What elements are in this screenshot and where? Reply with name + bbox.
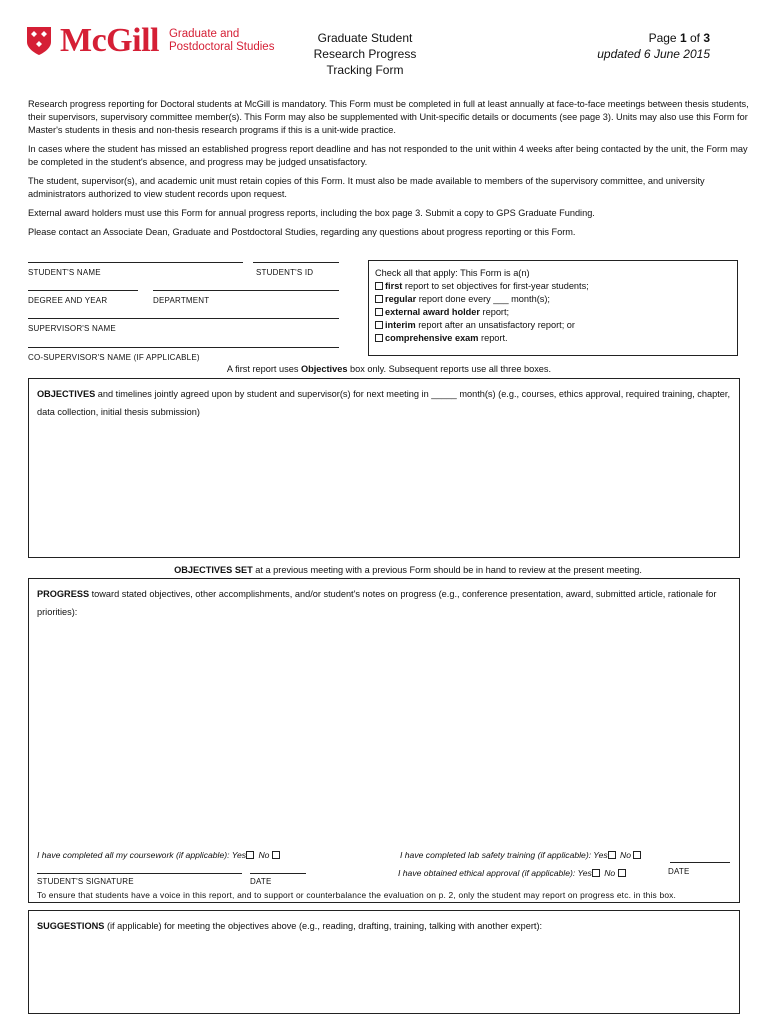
co-supervisor-label: CO-SUPERVISOR'S NAME (IF APPLICABLE) bbox=[28, 353, 200, 362]
student-voice-note: To ensure that students have a voice in this report, and to support or counterbalance the evaluation on p. 2, only the student may report on progress etc. in this box. bbox=[37, 890, 677, 900]
ethics-question: I have obtained ethical approval (if applicable): Yes No bbox=[398, 868, 628, 878]
no-checkbox[interactable] bbox=[618, 869, 626, 877]
checkbox[interactable] bbox=[375, 308, 383, 316]
report-type-first[interactable]: first report to set objectives for first-year students; bbox=[375, 280, 731, 293]
department-label: DEPARTMENT bbox=[153, 296, 210, 305]
report-type-heading: Check all that apply: This Form is a(n) bbox=[375, 268, 530, 278]
logo-subtitle: Graduate and Postdoctoral Studies bbox=[168, 28, 275, 53]
objectives-box[interactable]: OBJECTIVES and timelines jointly agreed upon by student and supervisor(s) for next meeting in _____ month(s) (e.g., courses, ethics approval, required training, chapter, data collection, initial thesis submission) bbox=[28, 378, 740, 558]
checkbox[interactable] bbox=[375, 321, 383, 329]
supervisor-label: SUPERVISOR'S NAME bbox=[28, 324, 116, 333]
student-signature-field[interactable] bbox=[37, 873, 242, 874]
yes-checkbox[interactable] bbox=[592, 869, 600, 877]
report-type-external[interactable]: external award holder report; bbox=[375, 306, 731, 319]
lab-date-field[interactable] bbox=[670, 862, 730, 863]
updated-date: updated 6 June 2015 bbox=[597, 47, 710, 61]
degree-year-field[interactable] bbox=[28, 290, 138, 291]
student-name-field[interactable] bbox=[28, 262, 243, 263]
signature-date-field[interactable] bbox=[250, 873, 306, 874]
student-signature-label: STUDENT'S SIGNATURE bbox=[37, 877, 134, 886]
page-number: Page 1 of 3 bbox=[648, 31, 710, 45]
suggestions-box[interactable]: SUGGESTIONS (if applicable) for meeting the objectives above (e.g., reading, drafting, training, talking with another expert): bbox=[28, 910, 740, 1014]
page-info bbox=[597, 30, 710, 62]
first-report-note: A first report uses Objectives box only. Subsequent reports use all three boxes. bbox=[226, 364, 552, 374]
intro-paragraph: External award holders must use this Form for annual progress reports, including the box page 3. Submit a copy to GPS Graduate Funding. bbox=[28, 208, 595, 218]
coursework-question: I have completed all my coursework (if applicable): Yes No bbox=[37, 850, 282, 860]
lab-safety-question: I have completed lab safety training (if applicable): Yes No bbox=[400, 850, 643, 860]
yes-checkbox[interactable] bbox=[246, 851, 254, 859]
intro-paragraph: The student, supervisor(s), and academic unit must retain copies of this Form. It must also be made available to members of the supervisory committee, and university administrators authorized to view student records upon request. bbox=[28, 176, 705, 199]
report-type-panel bbox=[368, 260, 738, 356]
intro-paragraph: Research progress reporting for Doctoral students at McGill is mandatory. This Form must be completed in full at least annually at face-to-face meetings between thesis students, their supervisors, supervisory committee member(s). This Form may also be supplemented with Unit-specific details or documents (see page 3). Units may also use this Form for Master's students in thesis and non-thesis research programs if this is a unit-wide practice. bbox=[28, 99, 749, 135]
student-id-label: STUDENT'S ID bbox=[256, 268, 314, 277]
intro-paragraph: In cases where the student has missed an established progress report deadline and has not responded to the unit within 4 weeks after being contacted by the unit, the Form may be completed in the student's absence, and progress may be judged unsatisfactory. bbox=[28, 144, 748, 167]
form-title: Graduate Student Research Progress Tracking Form bbox=[313, 31, 417, 77]
date-right-label: DATE bbox=[668, 867, 690, 876]
objectives-set-note: OBJECTIVES SET at a previous meeting with a previous Form should be in hand to review at the present meeting. bbox=[174, 565, 642, 575]
department-field[interactable] bbox=[153, 290, 339, 291]
student-id-field[interactable] bbox=[253, 262, 339, 263]
mcgill-logo bbox=[26, 22, 275, 59]
report-type-interim[interactable]: interim report after an unsatisfactory report; or bbox=[375, 319, 731, 332]
checkbox[interactable] bbox=[375, 334, 383, 342]
yes-checkbox[interactable] bbox=[608, 851, 616, 859]
supervisor-field[interactable] bbox=[28, 318, 339, 319]
intro-text bbox=[28, 98, 750, 245]
co-supervisor-field[interactable] bbox=[28, 347, 339, 348]
no-checkbox[interactable] bbox=[633, 851, 641, 859]
signature-date-label: DATE bbox=[250, 877, 272, 886]
intro-paragraph: Please contact an Associate Dean, Graduate and Postdoctoral Studies, regarding any questions about progress reporting or this Form. bbox=[28, 227, 576, 237]
report-type-regular[interactable]: regular report done every ___ month(s); bbox=[375, 293, 731, 306]
degree-year-label: DEGREE AND YEAR bbox=[28, 296, 108, 305]
logo-wordmark: McGill bbox=[60, 22, 159, 59]
checkbox[interactable] bbox=[375, 282, 383, 290]
no-checkbox[interactable] bbox=[272, 851, 280, 859]
checkbox[interactable] bbox=[375, 295, 383, 303]
student-name-label: STUDENT'S NAME bbox=[28, 268, 101, 277]
mcgill-shield-icon bbox=[26, 26, 52, 56]
report-type-comprehensive[interactable]: comprehensive exam report. bbox=[375, 332, 731, 345]
progress-box[interactable]: PROGRESS toward stated objectives, other accomplishments, and/or student's notes on progress (e.g., conference presentation, award, submitted article, rationale for priorities): bbox=[28, 578, 740, 903]
